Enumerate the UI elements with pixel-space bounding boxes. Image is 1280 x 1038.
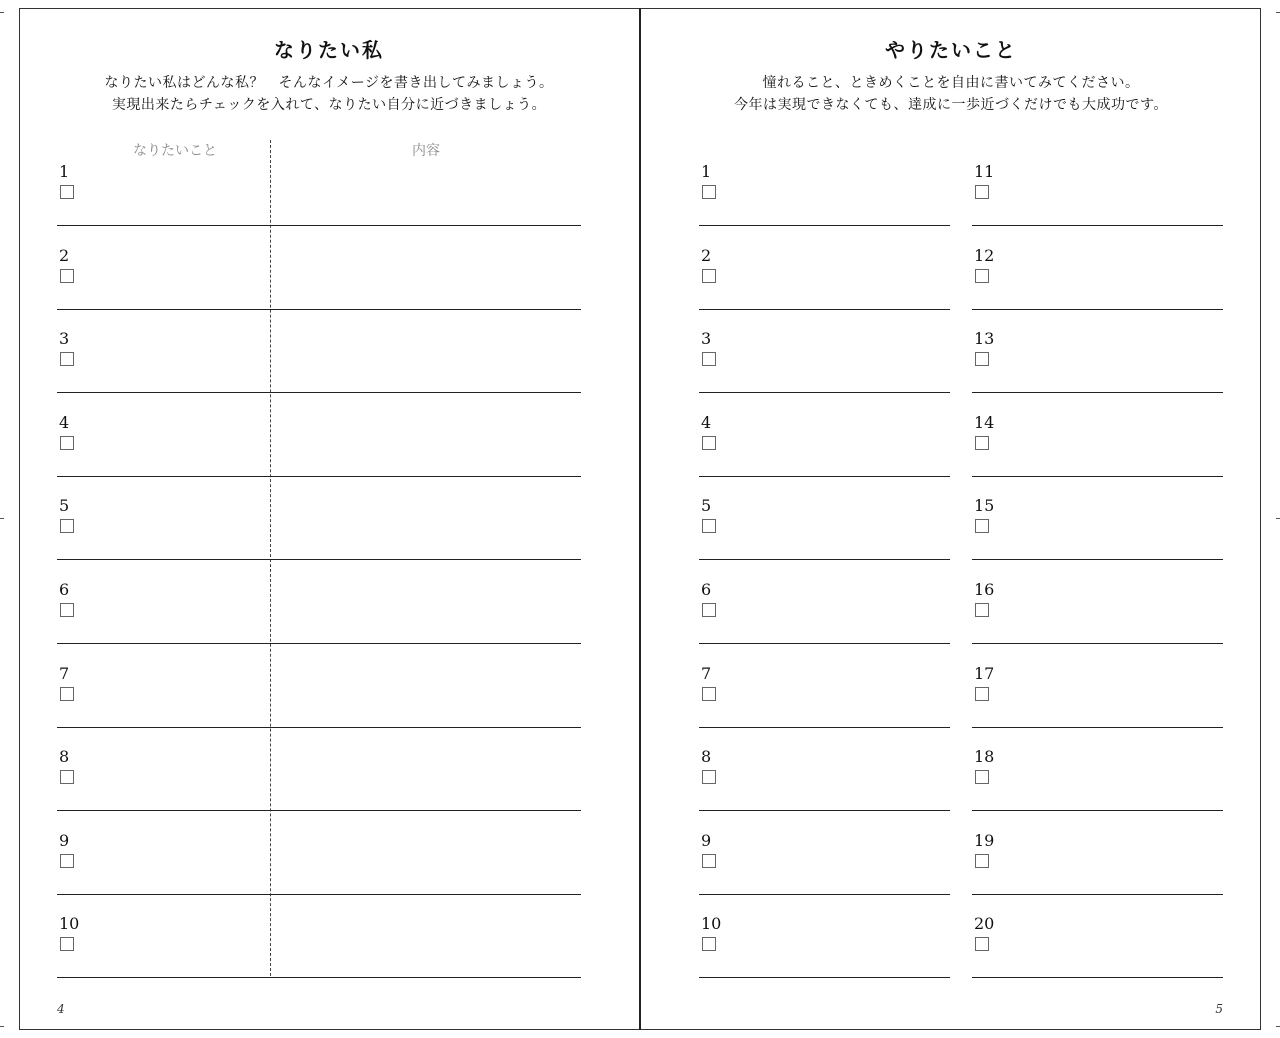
item-number: 7 — [59, 663, 70, 683]
item-checkbox[interactable] — [60, 436, 74, 450]
list-item — [699, 247, 950, 311]
list-item — [972, 247, 1223, 311]
item-number: 3 — [701, 329, 712, 349]
list-item — [699, 497, 950, 561]
item-checkbox[interactable] — [702, 687, 716, 701]
item-rule-line — [972, 392, 1223, 393]
item-rule-line — [972, 727, 1223, 728]
list-item — [972, 163, 1223, 227]
item-rule-line — [972, 225, 1223, 226]
item-checkbox[interactable] — [60, 269, 74, 283]
item-checkbox[interactable] — [60, 770, 74, 784]
crop-mark — [1276, 12, 1280, 13]
item-rule-line — [699, 225, 950, 226]
crop-mark — [0, 1026, 4, 1027]
list-item — [57, 497, 581, 561]
item-checkbox[interactable] — [60, 352, 74, 366]
list-item — [972, 832, 1223, 896]
item-rule-line — [972, 810, 1223, 811]
item-rule-line — [699, 392, 950, 393]
item-number: 1 — [701, 162, 712, 181]
item-checkbox[interactable] — [975, 185, 989, 199]
item-rule-line — [57, 225, 581, 226]
item-rule-line — [699, 309, 950, 310]
item-checkbox[interactable] — [702, 603, 716, 617]
item-number: 19 — [974, 830, 995, 850]
item-number: 18 — [974, 747, 995, 767]
list-item — [57, 414, 581, 478]
item-checkbox[interactable] — [702, 269, 716, 283]
item-rule-line — [57, 309, 581, 310]
item-rule-line — [57, 559, 581, 560]
list-item — [972, 665, 1223, 729]
list-item — [57, 748, 581, 812]
item-checkbox[interactable] — [975, 937, 989, 951]
item-rule-line — [57, 476, 581, 477]
item-number: 9 — [59, 830, 70, 850]
item-number: 13 — [974, 329, 995, 349]
list-item — [972, 497, 1223, 561]
item-rule-line — [57, 643, 581, 644]
list-item — [972, 414, 1223, 478]
item-checkbox[interactable] — [60, 185, 74, 199]
item-rule-line — [699, 643, 950, 644]
item-number: 6 — [59, 580, 70, 599]
crop-mark — [1276, 518, 1280, 519]
item-number: 5 — [701, 496, 712, 516]
list-item — [699, 330, 950, 394]
item-number: 6 — [701, 580, 712, 599]
list-item — [699, 748, 950, 812]
intro-line: 憧れること、ときめくことを自由に書いてみてください。 — [762, 75, 1140, 91]
item-checkbox[interactable] — [975, 854, 989, 868]
item-number: 7 — [701, 663, 712, 683]
item-checkbox[interactable] — [702, 352, 716, 366]
item-number: 10 — [59, 914, 80, 934]
item-checkbox[interactable] — [60, 687, 74, 701]
item-rule-line — [972, 559, 1223, 560]
item-checkbox[interactable] — [702, 937, 716, 951]
list-item — [972, 581, 1223, 645]
item-number: 16 — [974, 580, 995, 599]
page-title: なりたい私 — [274, 38, 384, 62]
list-item — [57, 330, 581, 394]
item-number: 14 — [974, 412, 995, 432]
list-item — [972, 330, 1223, 394]
item-rule-line — [57, 392, 581, 393]
item-checkbox[interactable] — [975, 519, 989, 533]
list-item — [972, 915, 1223, 979]
item-checkbox[interactable] — [60, 854, 74, 868]
item-rule-line — [699, 476, 950, 477]
item-number: 20 — [974, 914, 995, 934]
item-number: 5 — [59, 496, 70, 516]
item-rule-line — [699, 977, 950, 978]
item-number: 3 — [59, 329, 70, 349]
crop-mark — [0, 12, 4, 13]
list-item — [699, 665, 950, 729]
item-rule-line — [57, 727, 581, 728]
item-rule-line — [972, 894, 1223, 895]
item-number: 8 — [701, 747, 712, 767]
list-item — [699, 832, 950, 896]
list-item — [699, 414, 950, 478]
list-item — [699, 581, 950, 645]
item-rule-line — [972, 643, 1223, 644]
item-number: 10 — [701, 914, 722, 934]
item-number: 12 — [974, 245, 995, 265]
item-rule-line — [972, 977, 1223, 978]
page-number: 4 — [57, 1002, 65, 1016]
item-checkbox[interactable] — [975, 269, 989, 283]
item-number: 1 — [59, 162, 70, 181]
item-checkbox[interactable] — [702, 436, 716, 450]
item-rule-line — [699, 559, 950, 560]
item-rule-line — [699, 727, 950, 728]
item-checkbox[interactable] — [702, 770, 716, 784]
column-header-content: 内容 — [412, 143, 440, 159]
item-number: 2 — [701, 245, 712, 265]
item-checkbox[interactable] — [702, 185, 716, 199]
list-item — [57, 665, 581, 729]
item-rule-line — [699, 894, 950, 895]
page-title: やりたいこと — [885, 38, 1017, 62]
left-page — [19, 8, 639, 1030]
item-checkbox[interactable] — [702, 854, 716, 868]
item-checkbox[interactable] — [702, 519, 716, 533]
item-checkbox[interactable] — [975, 603, 989, 617]
page-number: 5 — [1215, 1002, 1223, 1016]
crop-mark — [1276, 1026, 1280, 1027]
item-number: 4 — [59, 412, 70, 432]
item-number: 4 — [701, 412, 712, 432]
item-checkbox[interactable] — [60, 519, 74, 533]
item-number: 17 — [974, 663, 995, 683]
item-checkbox[interactable] — [975, 687, 989, 701]
list-item — [972, 748, 1223, 812]
list-item — [57, 832, 581, 896]
item-checkbox[interactable] — [975, 436, 989, 450]
item-number: 2 — [59, 245, 70, 265]
item-number: 8 — [59, 747, 70, 767]
list-item — [699, 915, 950, 979]
item-rule-line — [57, 894, 581, 895]
intro-line: 今年は実現できなくても、達成に一歩近づくだけでも大成功です。 — [734, 97, 1168, 113]
item-number: 15 — [974, 496, 995, 516]
list-item — [57, 581, 581, 645]
intro-line: 実現出来たらチェックを入れて、なりたい自分に近づきましょう。 — [111, 97, 547, 113]
item-rule-line — [972, 309, 1223, 310]
item-rule-line — [57, 810, 581, 811]
item-number: 9 — [701, 830, 712, 850]
item-number: 11 — [974, 162, 995, 181]
intro-line: なりたい私はどんな私？ そんなイメージを書き出してみましょう。 — [104, 75, 554, 91]
list-item — [57, 915, 581, 979]
column-header-goal: なりたいこと — [133, 143, 217, 159]
list-item — [57, 247, 581, 311]
item-checkbox[interactable] — [60, 937, 74, 951]
item-checkbox[interactable] — [975, 352, 989, 366]
right-page — [641, 8, 1261, 1030]
list-item — [57, 163, 581, 227]
list-item — [699, 163, 950, 227]
item-rule-line — [57, 977, 581, 978]
item-rule-line — [699, 810, 950, 811]
crop-mark — [0, 518, 4, 519]
item-checkbox[interactable] — [60, 603, 74, 617]
item-rule-line — [972, 476, 1223, 477]
item-checkbox[interactable] — [975, 770, 989, 784]
